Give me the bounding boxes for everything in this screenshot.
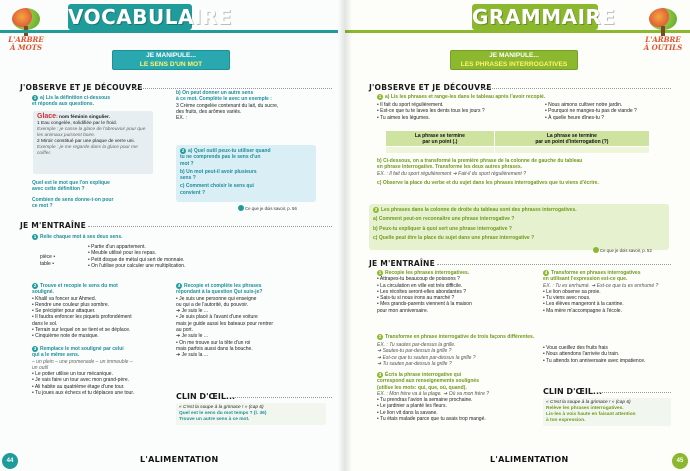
book-gutter bbox=[338, 0, 352, 471]
exercise-4: 4 Recopie et complète les phrases répondant à la question Qui suis-je? • Je suis une personne qui enseigne ou qui a de l'autorité, du pouvoir. ➔ Je suis le ... • Je suis placé à l'avant d'une voiture mais je guide aussi les bateaux pour rentrer au port. ➔ Je suis le ... • On me trouve sur la tête d'un roi mais parfois aussi dans la bouche. ➔ Je suis la ... bbox=[176, 283, 273, 359]
exercise-1-definitions: • Partie d'un appartement. • Meuble utilisé pour les repas. • Petit disque de métal qui sert de monnaie. • On l'utilise pour calculer une multiplication. bbox=[88, 244, 186, 269]
train-title: JE M'ENTRAÎNE bbox=[20, 221, 86, 230]
tree-label: L'ARBRE À MOTS bbox=[8, 35, 44, 52]
right-page bbox=[345, 0, 690, 471]
sentences-col-1: • Il fait du sport régulièrement. • Est-ce que tu te laves les dents tous les jours ? • Tu aimes les légumes. bbox=[377, 102, 485, 121]
table-header: La phrase se termine par un point (.) bbox=[386, 131, 495, 147]
dictionary-entry: Glace: nom féminin singulier. 1 Eau congelée, solidifiée par le froid. Exemple : je casse la glace de l'abreuvoir pour que les animaux puissent boire. 2 Miroir constitué par une plaque de verre uni. Exemple : je me regarde dans la glace pour me coiffer. bbox=[33, 111, 153, 174]
dotted-rule bbox=[132, 88, 332, 89]
dotted-rule bbox=[88, 226, 332, 227]
dotted-rule bbox=[232, 397, 332, 398]
exercise-2: 2 Transforme en phrase interrogative de trois façons différentes. bbox=[378, 334, 535, 340]
exercise-3: 3 Remplace le mot souligné par celui qui a le même sens. – un plein – une promenade – un immeuble – un outil • Le potier utilise un tour mécanique. • Je vais faire un tour avec mon grand-père. • Ali habite au quatrième étage d'une tour. • Tu joues aux échecs et tu déplaces une tour. bbox=[32, 346, 135, 397]
dotted-rule bbox=[481, 88, 671, 89]
train-title: JE M'ENTRAÎNE bbox=[369, 259, 435, 268]
vocabulaire-banner: VOCABULAIRE bbox=[68, 5, 232, 29]
page-number: 44 bbox=[2, 453, 18, 469]
clin-oeil-box: « C'est la soupe à la grimace ! » (cap 6) Quel est le sens du mot temps ? (l. 36) Trouve un autre sens à ce mot. bbox=[176, 403, 326, 425]
sentences-col-2: • Nous aimons cultiver notre jardin. • Pourquoi ne manges-tu pas de viande ? • À quelle heure dînes-tu ? bbox=[545, 102, 637, 121]
exercise-2-example: EX. : Tu sautes par-dessus la grille. ➔ Sautes-tu par-dessus la grille ? ➔ Est-ce que tu sautes par-dessus la grille ? ➔ Tu sautes par-dessus la grille ? bbox=[377, 342, 476, 367]
exercise-1: 1 Recopie les phrases interrogatives. • Attrapes-tu beaucoup de poissons ? • La circulation en ville est très difficile. • Les récoltes seront-elles abondantes ? • Sais-tu si nous irons au marché ? • Mes grands-parents viennent à la maison pour mon anniversaire. bbox=[377, 270, 472, 314]
q1-questions: Quel est le mot que l'on explique avec cette définition ? Combien de sens donne-t-on pour ce mot ? bbox=[32, 180, 114, 209]
page-footer: L'ALIMENTATION bbox=[140, 455, 219, 464]
manipule-box: JE MANIPULE... LE SENS D'UN MOT bbox=[112, 50, 230, 70]
exercise-2: 2 Trouve et recopie le sens du mot souligné. • Khalil va foncer sur Ahmed. • Rendre une couleur plus sombre. • Se précipiter pour attaquer. • Il faudra enfoncer les piquets profondément dans le sol. • Terrain sur lequel on se tient et se déplace. • Cinquième note de musique. bbox=[32, 283, 132, 340]
clin-oeil-title: CLIN D'ŒIL... bbox=[176, 392, 236, 401]
clin-oeil-box: « C'est la soupe à la grimace ! » (cap 6) Relève les phrases interrogatives. Lis-les à voix haute en faisant attention à ton expression. bbox=[543, 398, 671, 426]
info-icon bbox=[238, 205, 244, 211]
lesson-reference: Ce que je dois savoir, p. 52 bbox=[593, 247, 652, 253]
table-header: La phrase se termine par un point d'interrogation (?) bbox=[494, 131, 649, 147]
dotted-rule bbox=[437, 264, 671, 265]
exercise-3: 3 Écris la phrase interrogative qui correspond aux renseignements soulignés (utilise les mots: qui, que, où, quand). EX. : Mon frère va à la plage. ➔ Où va mon frère ? • Tu prendras l'avion la semaine prochaine. • Le jardinier a planté les fleurs. • Le lion vit dans la savane. • Tu étais malade parce que tu avais trop mangé. bbox=[377, 372, 490, 423]
exercise-2-items: • Vous cueillez des fruits frais • Nous attendons l'arrivée du train. • Tu attends ton anniversaire avec impatience. bbox=[543, 345, 646, 364]
banner-rule bbox=[0, 30, 338, 33]
q1b-block: b) Ci-dessous, on a transformé la première phrase de la colonne de gauche du tableau en phrase interrogative. Transforme les deux autres phrases. EX. : Il fait du sport régulièrement ➔ Fait-il du sport régulièrement ? c) Observe la place du verbe et du sujet dans les phrases interrogatives que tu viens d'écrire. bbox=[377, 158, 599, 186]
question-box: 2 a) Quel outil peux-tu utiliser quand tu ne comprends pas le sens d'un mot ? b) Un mot peut-il avoir plusieurs sens ? c) Comment choisir le sens qui convient ? bbox=[176, 145, 316, 202]
exercise-4: 4 Transforme en phrases interrogatives en utilisant l'expression est-ce que. EX. : Tu es enrhumé. ➔ Est-ce que tu es enrhumé ? • Le lion observe sa proie. • Tu viens avec nous. • Les élèves mangeront à la cantine. • Ma mère m'accompagne à l'école. bbox=[543, 270, 659, 314]
q1b-block: b) On peut donner un autre sens à ce mot. Complète le avec un exemple : 3 Crème congelée contenant du lait, du sucre, des fruits, des arômes variés. EX. : bbox=[176, 90, 279, 122]
observe-title: J'OBSERVE ET JE DÉCOUVRE bbox=[20, 83, 143, 92]
page-number: 45 bbox=[672, 453, 688, 469]
clin-oeil-title: CLIN D'ŒIL... bbox=[543, 387, 603, 396]
exercise-1-title: 1 Relie chaque mot à ses deux sens. bbox=[33, 234, 123, 240]
banner-rule bbox=[345, 30, 690, 33]
manipule-box: JE MANIPULE... LES PHRASES INTERROGATIVES bbox=[450, 50, 578, 70]
lesson-reference: Ce que je dois savoir, p. 56 bbox=[238, 205, 297, 211]
exercise-1-words: pièce • table • bbox=[40, 254, 56, 268]
q1-instruction: 1 a) Lis la définition ci-dessous et réponds aux questions. bbox=[32, 95, 111, 108]
info-icon bbox=[593, 247, 599, 253]
tree-label: L'ARBRE À OUTILS bbox=[643, 35, 683, 52]
q1-instruction: 1 a) Lis les phrases et range-les dans le tableau après l'avoir recopié. bbox=[378, 94, 546, 100]
dotted-rule bbox=[599, 392, 671, 393]
question-box: 2 Les phrases dans la colonne de droite du tableau sont des phrases interrogatives. a) Comment peut-on reconnaître une phrase interrogative ? b) Peux-tu expliquer à quoi sert une phrase interrogative ? c) Quelle peut être la place du sujet dans une phrase interrogative ? bbox=[369, 204, 669, 250]
observe-title: J'OBSERVE ET JE DÉCOUVRE bbox=[369, 83, 492, 92]
page-footer: L'ALIMENTATION bbox=[490, 455, 569, 464]
grammaire-banner: GRAMMAIRE bbox=[472, 5, 616, 29]
sorting-table bbox=[385, 130, 650, 154]
